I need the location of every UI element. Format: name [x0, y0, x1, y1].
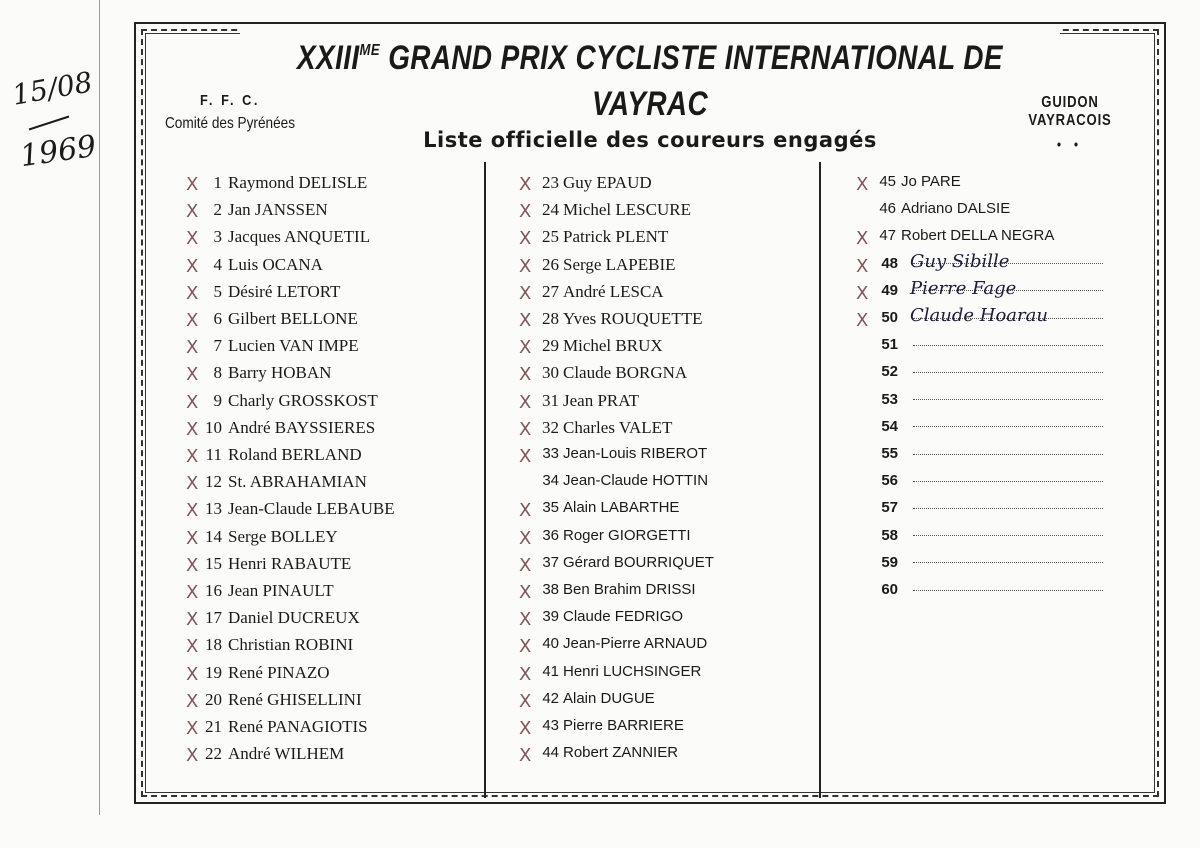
rider-row — [876, 200, 1010, 226]
rider-row — [876, 554, 1103, 580]
rider-number: 30 — [542, 363, 559, 383]
rider-number: 20 — [205, 689, 222, 709]
check-mark-icon: X — [519, 582, 532, 603]
column-divider-2 — [819, 162, 821, 798]
rider-name: Patrick PLENT — [563, 227, 669, 247]
title-superscript: ME — [359, 42, 381, 59]
rider-row — [519, 200, 691, 226]
rider-number: 12 — [205, 472, 222, 492]
rider-number: 49 — [881, 281, 898, 299]
rider-row — [186, 608, 360, 634]
check-mark-icon: X — [519, 745, 532, 767]
rider-number: 57 — [881, 499, 898, 517]
rider-number: 47 — [879, 227, 896, 245]
rider-row — [186, 390, 378, 417]
blank-entry-line — [913, 345, 1103, 346]
handwritten-rider-name: Claude Hoarau — [910, 305, 1048, 326]
check-mark-icon: X — [186, 418, 199, 440]
blank-entry-line — [913, 508, 1103, 509]
rider-name: Serge LAPEBIE — [563, 254, 676, 274]
rider-number: 44 — [542, 744, 559, 762]
rider-name: René PINAZO — [228, 662, 330, 682]
blank-entry-line — [913, 481, 1103, 482]
rider-name: Alain LABARTHE — [563, 499, 680, 517]
rider-name: Michel LESCURE — [563, 200, 691, 220]
rider-name: Yves ROUQUETTE — [563, 309, 703, 328]
check-mark-icon: X — [856, 310, 869, 331]
rider-name: René PANAGIOTIS — [228, 717, 368, 736]
check-mark-icon: X — [186, 282, 199, 304]
rider-name: Roger GIORGETTI — [563, 526, 691, 544]
check-mark-icon: X — [519, 636, 532, 658]
rider-row — [519, 744, 679, 770]
rider-name: Claude FEDRIGO — [563, 608, 684, 626]
rider-number: 21 — [205, 717, 222, 736]
check-mark-icon: X — [519, 663, 532, 685]
rider-name: Jan JANSSEN — [228, 200, 328, 220]
comite-label: Comité des Pyrénées — [164, 115, 296, 132]
rider-number: 43 — [542, 717, 559, 734]
rider-number: 60 — [881, 581, 898, 598]
rider-row — [856, 173, 961, 199]
check-mark-icon: X — [856, 174, 869, 195]
rider-name: Charly GROSSKOST — [228, 390, 378, 410]
rider-number: 28 — [542, 309, 559, 328]
rider-row — [519, 445, 708, 471]
check-mark-icon: X — [186, 255, 199, 277]
rider-number: 56 — [881, 472, 898, 490]
rider-row — [519, 227, 669, 253]
rider-row — [876, 581, 1103, 607]
rider-name: Gérard BOURRIQUET — [563, 553, 714, 571]
rider-number: 29 — [542, 336, 559, 356]
rider-name: Roland BERLAND — [228, 445, 362, 464]
check-mark-icon: X — [519, 255, 532, 277]
check-mark-icon: X — [856, 228, 869, 250]
rider-number: 33 — [542, 445, 559, 462]
rider-number: 14 — [205, 526, 222, 546]
rider-row — [186, 581, 334, 607]
rider-name: Ben Brahim DRISSI — [563, 581, 696, 598]
check-mark-icon: X — [186, 201, 199, 223]
rider-row — [519, 390, 640, 417]
club-dots: • • — [1056, 136, 1083, 152]
rider-number: 3 — [213, 227, 222, 247]
rider-name: Adriano DALSIE — [901, 200, 1011, 218]
rider-row — [186, 689, 362, 716]
club-label: GUIDON VAYRACOIS — [1028, 94, 1112, 129]
check-mark-icon: X — [186, 636, 199, 658]
rider-number: 7 — [213, 336, 222, 356]
check-mark-icon: X — [519, 364, 532, 386]
handwritten-date-day: 15/08 — [9, 65, 95, 112]
organizer-left — [162, 92, 298, 133]
rider-name: Claude BORGNA — [563, 363, 688, 383]
rider-name: André WILHEM — [228, 744, 345, 764]
rider-row — [186, 336, 359, 362]
handwritten-date — [8, 65, 100, 192]
rider-row — [186, 499, 395, 525]
rider-row — [186, 635, 354, 661]
check-mark-icon: X — [519, 446, 532, 467]
check-mark-icon: X — [519, 500, 532, 522]
rider-number: 39 — [542, 608, 559, 626]
rider-name: Barry HOBAN — [228, 363, 332, 383]
rider-row — [186, 309, 358, 335]
rider-row — [186, 662, 330, 689]
check-mark-icon: X — [186, 609, 199, 631]
rider-row — [876, 445, 1103, 471]
check-mark-icon: X — [186, 228, 199, 250]
rider-row — [519, 173, 652, 199]
check-mark-icon: X — [186, 391, 199, 413]
rider-number: 41 — [542, 662, 559, 680]
rider-name: Henri RABAUTE — [228, 553, 352, 573]
rider-name: Raymond DELISLE — [228, 173, 368, 192]
check-mark-icon: X — [186, 446, 199, 467]
check-mark-icon: X — [186, 500, 199, 522]
rider-number: 19 — [205, 662, 222, 682]
rider-row — [519, 363, 688, 389]
rider-row — [186, 417, 376, 444]
rider-number: 11 — [205, 445, 222, 464]
check-mark-icon: X — [186, 718, 199, 739]
rider-name: Charles VALET — [563, 417, 673, 437]
rider-number: 35 — [542, 499, 559, 517]
rider-number: 38 — [542, 581, 559, 598]
blank-entry-line — [913, 454, 1103, 455]
rider-name: Guy EPAUD — [563, 173, 652, 192]
rider-row — [519, 689, 655, 716]
rider-name: Jean-Claude HOTTIN — [563, 472, 709, 490]
rider-name: Jean-Louis RIBEROT — [563, 445, 708, 462]
rider-number: 48 — [881, 254, 898, 272]
check-mark-icon: X — [186, 745, 199, 767]
rider-row — [519, 553, 714, 580]
rider-row — [519, 309, 703, 335]
rider-name: Robert ZANNIER — [563, 744, 679, 762]
check-mark-icon: X — [186, 310, 199, 331]
rider-row — [186, 472, 367, 498]
blank-entry-line — [913, 590, 1103, 591]
handwritten-date-year: 1969 — [17, 128, 99, 175]
rider-row — [519, 281, 664, 308]
rider-number: 1 — [213, 173, 222, 192]
rider-number: 9 — [213, 390, 222, 410]
rider-number: 17 — [205, 608, 222, 628]
check-mark-icon: X — [856, 255, 869, 277]
rider-row — [537, 472, 708, 498]
ffc-label: F. F. C. — [199, 92, 261, 109]
rider-name: Serge BOLLEY — [228, 526, 338, 546]
rider-number: 34 — [542, 472, 559, 490]
rider-row — [856, 305, 1103, 335]
rider-number: 32 — [542, 417, 559, 437]
rider-name: Henri LUCHSINGER — [563, 662, 702, 680]
rider-row — [876, 527, 1103, 553]
rider-name: Jean-Claude LEBAUBE — [228, 499, 395, 519]
rider-row — [876, 472, 1103, 498]
check-mark-icon: X — [186, 364, 199, 386]
check-mark-icon: X — [519, 174, 532, 195]
handwritten-rider-name: Guy Sibille — [910, 250, 1010, 272]
rider-row — [186, 526, 338, 553]
check-mark-icon: X — [186, 473, 199, 495]
rider-row — [856, 277, 1103, 308]
rider-row — [519, 526, 691, 553]
rider-row — [519, 417, 673, 444]
rider-row — [186, 553, 352, 580]
rider-row — [519, 581, 696, 607]
handwritten-date-stroke — [29, 116, 70, 131]
rider-number: 45 — [879, 173, 896, 190]
check-mark-icon: X — [519, 391, 532, 413]
rider-number: 6 — [213, 309, 222, 328]
rider-number: 2 — [213, 200, 222, 220]
rider-row — [519, 254, 676, 281]
rider-row — [186, 173, 368, 199]
rider-row — [519, 635, 708, 661]
check-mark-icon: X — [519, 310, 532, 331]
rider-row — [186, 281, 341, 308]
rider-number: 4 — [213, 254, 222, 274]
rider-name: Gilbert BELLONE — [228, 309, 358, 328]
rider-row — [186, 363, 332, 389]
rider-row — [519, 499, 680, 525]
rider-number: 26 — [542, 254, 559, 274]
rider-name: Daniel DUCREUX — [228, 608, 360, 628]
rider-row — [876, 499, 1103, 525]
rider-number: 51 — [881, 336, 898, 354]
check-mark-icon: X — [856, 282, 869, 304]
rider-number: 42 — [542, 689, 559, 707]
check-mark-icon: X — [519, 228, 532, 250]
rider-number: 25 — [542, 227, 559, 247]
rider-row — [876, 363, 1103, 389]
rider-name: René GHISELLINI — [228, 689, 362, 709]
check-mark-icon: X — [519, 282, 532, 304]
check-mark-icon: X — [186, 174, 199, 195]
rider-name: Jo PARE — [901, 173, 961, 190]
rider-number: 5 — [213, 281, 222, 301]
check-mark-icon: X — [519, 337, 532, 359]
rider-row — [186, 254, 323, 281]
rider-name: Désiré LETORT — [228, 281, 341, 301]
rider-number: 40 — [542, 635, 559, 653]
rider-number: 36 — [542, 526, 559, 544]
rider-name: Jacques ANQUETIL — [228, 227, 371, 247]
rider-name: Michel BRUX — [563, 336, 663, 356]
rider-row — [186, 744, 345, 770]
rider-name: Pierre BARRIERE — [563, 717, 684, 734]
rider-row — [519, 336, 663, 362]
rider-number: 18 — [205, 635, 222, 655]
rider-number: 37 — [542, 553, 559, 571]
rider-number: 13 — [205, 499, 222, 519]
rider-name: Alain DUGUE — [563, 689, 655, 707]
rider-row — [186, 717, 368, 743]
rider-row — [186, 445, 362, 471]
check-mark-icon: X — [186, 527, 199, 549]
organizer-right — [1004, 94, 1135, 152]
rider-number: 58 — [881, 526, 898, 544]
check-mark-icon: X — [519, 690, 532, 712]
rider-row — [876, 418, 1103, 444]
check-mark-icon: X — [186, 690, 199, 712]
rider-name: André BAYSSIERES — [228, 417, 376, 437]
blank-entry-line — [913, 562, 1103, 563]
rider-name: André LESCA — [563, 281, 664, 301]
rider-number: 16 — [205, 581, 222, 600]
rider-row — [856, 227, 1055, 253]
rider-name: Jean-Pierre ARNAUD — [563, 635, 708, 653]
rider-row — [519, 608, 684, 634]
rider-row — [186, 227, 371, 253]
rider-name: Luis OCANA — [228, 254, 323, 274]
rider-name: Jean PRAT — [563, 390, 640, 410]
check-mark-icon: X — [186, 582, 199, 603]
rider-number: 53 — [881, 390, 898, 408]
rider-number: 23 — [542, 173, 559, 192]
check-mark-icon: X — [519, 527, 532, 549]
rider-name: Jean PINAULT — [228, 581, 334, 600]
check-mark-icon: X — [519, 554, 532, 576]
rider-number: 46 — [879, 200, 896, 218]
check-mark-icon: X — [519, 718, 532, 739]
check-mark-icon: X — [186, 337, 199, 359]
rider-number: 24 — [542, 200, 559, 220]
rider-number: 50 — [881, 309, 898, 326]
rider-row — [519, 717, 684, 743]
rider-name: Lucien VAN IMPE — [228, 336, 359, 356]
title-text: GRAND PRIX CYCLISTE INTERNATIONAL DE VAYRAC — [380, 39, 1003, 123]
rider-number: 54 — [881, 417, 898, 435]
check-mark-icon: X — [519, 201, 532, 223]
rider-number: 10 — [205, 417, 222, 437]
rider-number: 8 — [213, 363, 222, 383]
title-roman: XXIII — [297, 39, 360, 77]
rider-row — [519, 662, 702, 689]
rider-row — [186, 200, 328, 226]
rider-name: Robert DELLA NEGRA — [901, 227, 1055, 245]
rider-name: St. ABRAHAMIAN — [228, 472, 367, 492]
check-mark-icon: X — [186, 663, 199, 685]
rider-number: 27 — [542, 281, 559, 301]
check-mark-icon: X — [186, 554, 199, 576]
rider-row — [856, 250, 1103, 281]
blank-entry-line — [913, 399, 1103, 400]
document-title — [240, 28, 1060, 123]
rider-number: 15 — [205, 553, 222, 573]
rider-row — [876, 391, 1103, 417]
rider-number: 52 — [881, 363, 898, 381]
rider-number: 31 — [542, 390, 559, 410]
blank-entry-line — [913, 372, 1103, 373]
column-divider-1 — [484, 162, 486, 798]
check-mark-icon: X — [519, 609, 532, 631]
rider-number: 55 — [881, 445, 898, 462]
rider-name: Christian ROBINI — [228, 635, 354, 655]
rider-number: 59 — [881, 553, 898, 571]
list-subtitle: Liste officielle des coureurs engagés — [423, 128, 877, 152]
handwritten-rider-name: Pierre Fage — [910, 277, 1017, 299]
rider-row — [876, 336, 1103, 362]
check-mark-icon: X — [519, 418, 532, 440]
blank-entry-line — [913, 426, 1103, 427]
blank-entry-line — [913, 535, 1103, 536]
rider-number: 22 — [205, 744, 222, 764]
